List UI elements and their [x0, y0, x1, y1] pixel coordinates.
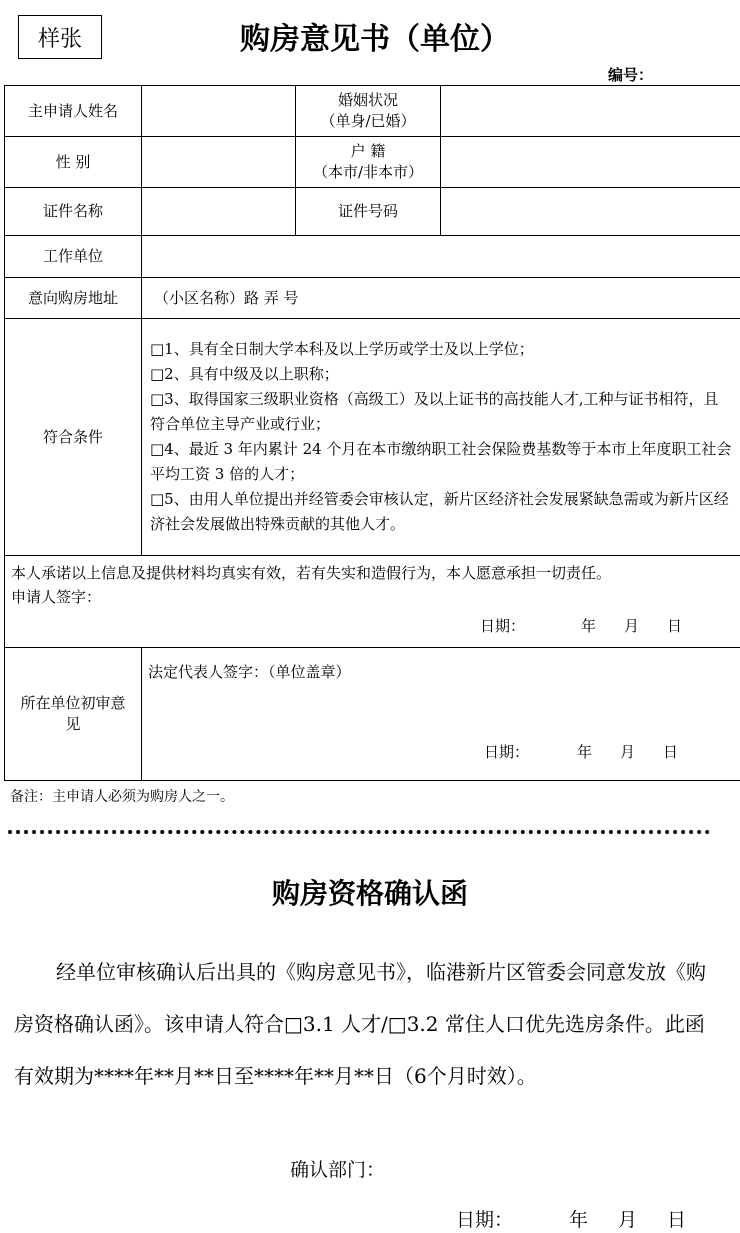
condition-item-5[interactable]: □5、由用人单位提出并经管委会审核认定，新片区经济社会发展紧缺急需或为新片区经济社会发展做出特殊贡献的其他人才。: [150, 490, 729, 533]
day-label: 日: [667, 1209, 687, 1231]
legal-rep-label: 法定代表人签字：（单位盖章）: [148, 663, 351, 681]
conditions-label: 符合条件: [5, 319, 142, 556]
confirm-dept-label: 确认部门：: [290, 1159, 386, 1181]
sample-stamp: 样张: [18, 15, 102, 59]
table-row: [5, 278, 740, 319]
pledge-date[interactable]: [480, 616, 682, 637]
letter-title: 购房资格确认函: [271, 877, 468, 910]
signature-label: 申请人签字：: [11, 588, 102, 606]
hukou-label: [296, 137, 441, 188]
pledge-section: [5, 556, 740, 648]
serial-number-label: 编号：: [608, 66, 654, 84]
table-row: [5, 648, 740, 781]
hukou-label-line2: （本市/非本市）: [312, 163, 424, 181]
table-row: [5, 86, 740, 137]
marital-status-label-line2: （单身/已婚）: [320, 112, 416, 130]
footnote: 备注：主申请人必须为购房人之一。: [10, 789, 234, 805]
hukou-field[interactable]: [441, 137, 740, 188]
employer-field[interactable]: [142, 236, 740, 278]
id-number-field[interactable]: [441, 188, 740, 236]
condition-item-2[interactable]: □2、具有中级及以上职称；: [150, 365, 339, 383]
application-form-table: [4, 85, 740, 781]
address-label: 意向购房地址: [5, 278, 142, 319]
condition-item-1[interactable]: □1、具有全日制大学本科及以上学历或学士及以上学位；: [150, 340, 534, 358]
letter-date[interactable]: [456, 1205, 686, 1232]
table-row: [5, 236, 740, 278]
year-label: 年: [569, 1209, 589, 1231]
review-label-text: 所在单位初审意见: [20, 694, 126, 733]
letter-paragraph-text: 经单位审核确认后出具的《购房意见书》，临港新片区管委会同意发放《购房资格确认函》。该申请人符合□3.1 人才/□3.2 常住人口优先选房条件。此函有效期为****年**月**日至****年**月**日（6个月时效）。: [14, 960, 706, 1088]
day-label: 日: [667, 617, 683, 635]
applicant-name-field[interactable]: [142, 86, 296, 137]
page-title: 购房意见书（单位）: [240, 22, 510, 57]
table-row: [5, 319, 740, 556]
letter-paragraph: [14, 946, 714, 1102]
condition-item-4[interactable]: □4、最近 3 年内累计 24 个月在本市缴纳职工社会保险费基数等于本市上年度职工社会平均工资 3 倍的人才；: [150, 440, 732, 483]
condition-item-3[interactable]: □3、取得国家三级职业资格（高级工）及以上证书的高技能人才,工种与证书相符，且符合单位主导产业或行业；: [150, 390, 719, 433]
month-label: 月: [620, 743, 636, 761]
marital-status-label: [296, 86, 441, 137]
address-field[interactable]: （小区名称）路 弄 号: [142, 278, 740, 319]
table-row: [5, 137, 740, 188]
review-date[interactable]: [484, 742, 678, 763]
pledge-text: 本人承诺以上信息及提供材料均真实有效，若有失实和造假行为，本人愿意承担一切责任。: [11, 564, 612, 582]
date-label: 日期：: [456, 1209, 514, 1231]
id-type-field[interactable]: [142, 188, 296, 236]
table-row: [5, 188, 740, 236]
year-label: 年: [581, 617, 597, 635]
month-label: 月: [624, 617, 640, 635]
marital-status-label-line1: 婚姻状况: [337, 91, 398, 109]
applicant-name-label: 主申请人姓名: [5, 86, 142, 137]
id-type-label: 证件名称: [5, 188, 142, 236]
gender-field[interactable]: [142, 137, 296, 188]
day-label: 日: [663, 743, 679, 761]
year-label: 年: [577, 743, 593, 761]
table-row: [5, 556, 740, 648]
hukou-label-line1: 户 籍: [350, 142, 386, 160]
gender-label: 性 别: [5, 137, 142, 188]
review-label: [5, 648, 142, 781]
marital-status-field[interactable]: [441, 86, 740, 137]
review-field[interactable]: [142, 648, 740, 781]
conditions-list: [142, 319, 740, 556]
employer-label: 工作单位: [5, 236, 142, 278]
date-label: 日期：: [480, 617, 526, 635]
date-label: 日期：: [484, 743, 530, 761]
id-number-label: 证件号码: [296, 188, 441, 236]
cut-line-divider: [8, 830, 710, 834]
month-label: 月: [618, 1209, 638, 1231]
